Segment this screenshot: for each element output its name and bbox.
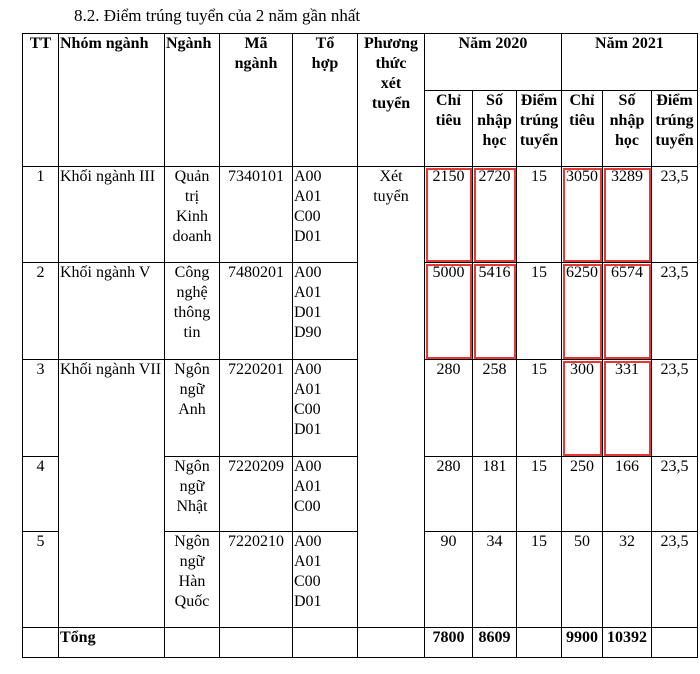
header-score-2021: Điểm trúng tuyển <box>652 91 698 167</box>
total-row <box>23 628 698 658</box>
header-quota-2020: Chỉ tiêu <box>425 91 473 167</box>
total-quota-2021: 9900 <box>562 628 603 658</box>
total-empty <box>165 628 220 658</box>
total-empty <box>220 628 293 658</box>
header-combo: Tổ hợp <box>293 34 358 167</box>
row-combo: A00 A01 D01 D90 <box>293 263 358 360</box>
total-empty <box>517 628 562 658</box>
header-year-2020: Năm 2020 <box>425 34 562 91</box>
score-2020: 15 <box>517 360 562 457</box>
row-combo: A00 A01 C00 D01 <box>293 167 358 263</box>
quota-2021: 3050 <box>562 167 603 263</box>
header-major: Ngành <box>165 34 220 167</box>
total-empty <box>293 628 358 658</box>
row-combo: A00 A01 C00 <box>293 457 358 532</box>
enrolled-2020: 2720 <box>473 167 517 263</box>
enrolled-2021: 32 <box>603 532 652 628</box>
score-2020: 15 <box>517 457 562 532</box>
row-tt: 5 <box>23 532 59 628</box>
row-combo: A00 A01 C00 D01 <box>293 532 358 628</box>
header-enrolled-2020: Số nhập học <box>473 91 517 167</box>
header-row-1 <box>23 34 698 91</box>
quota-2020: 90 <box>425 532 473 628</box>
row-tt: 2 <box>23 263 59 360</box>
header-method: Phương thức xét tuyển <box>358 34 425 167</box>
score-2020: 15 <box>517 532 562 628</box>
row-group: Khối ngành V <box>59 263 165 360</box>
row-code: 7220209 <box>220 457 293 532</box>
header-tt: TT <box>23 34 59 167</box>
section-caption: 8.2. Điểm trúng tuyển của 2 năm gần nhất <box>74 6 361 25</box>
total-enrolled-2021: 10392 <box>603 628 652 658</box>
header-code: Mã ngành <box>220 34 293 167</box>
row-group: Khối ngành III <box>59 167 165 263</box>
table-row <box>23 167 698 263</box>
row-tt: 3 <box>23 360 59 457</box>
total-empty <box>358 628 425 658</box>
row-major: Ngôn ngữ Anh <box>165 360 220 457</box>
quota-2020: 5000 <box>425 263 473 360</box>
quota-2021: 250 <box>562 457 603 532</box>
enrolled-2020: 258 <box>473 360 517 457</box>
row-major: Ngôn ngữ Hàn Quốc <box>165 532 220 628</box>
header-year-2021: Năm 2021 <box>562 34 698 91</box>
enrolled-2021: 166 <box>603 457 652 532</box>
enrolled-2021: 6574 <box>603 263 652 360</box>
quota-2021: 50 <box>562 532 603 628</box>
row-major: Công nghệ thông tin <box>165 263 220 360</box>
row-method: Xét tuyển <box>358 167 425 628</box>
quota-2020: 2150 <box>425 167 473 263</box>
enrolled-2020: 181 <box>473 457 517 532</box>
score-2020: 15 <box>517 167 562 263</box>
row-group: Khối ngành VII <box>59 360 165 628</box>
header-group: Nhóm ngành <box>59 34 165 167</box>
score-2021: 23,5 <box>652 457 698 532</box>
score-2021: 23,5 <box>652 263 698 360</box>
quota-2021: 300 <box>562 360 603 457</box>
total-empty <box>652 628 698 658</box>
row-combo: A00 A01 C00 D01 <box>293 360 358 457</box>
row-code: 7340101 <box>220 167 293 263</box>
score-2020: 15 <box>517 263 562 360</box>
admission-score-table <box>22 33 698 658</box>
quota-2020: 280 <box>425 457 473 532</box>
row-code: 7480201 <box>220 263 293 360</box>
enrolled-2020: 34 <box>473 532 517 628</box>
enrolled-2021: 331 <box>603 360 652 457</box>
header-score-2020: Điểm trúng tuyển <box>517 91 562 167</box>
row-tt: 1 <box>23 167 59 263</box>
row-tt: 4 <box>23 457 59 532</box>
score-2021: 23,5 <box>652 360 698 457</box>
row-code: 7220210 <box>220 532 293 628</box>
enrolled-2021: 3289 <box>603 167 652 263</box>
score-2021: 23,5 <box>652 532 698 628</box>
quota-2021: 6250 <box>562 263 603 360</box>
header-quota-2021: Chỉ tiêu <box>562 91 603 167</box>
row-code: 7220201 <box>220 360 293 457</box>
row-major: Quản trị Kinh doanh <box>165 167 220 263</box>
row-major: Ngôn ngữ Nhật <box>165 457 220 532</box>
score-2021: 23,5 <box>652 167 698 263</box>
total-enrolled-2020: 8609 <box>473 628 517 658</box>
total-label: Tổng <box>59 628 165 658</box>
quota-2020: 280 <box>425 360 473 457</box>
total-tt <box>23 628 59 658</box>
total-quota-2020: 7800 <box>425 628 473 658</box>
header-enrolled-2021: Số nhập học <box>603 91 652 167</box>
enrolled-2020: 5416 <box>473 263 517 360</box>
